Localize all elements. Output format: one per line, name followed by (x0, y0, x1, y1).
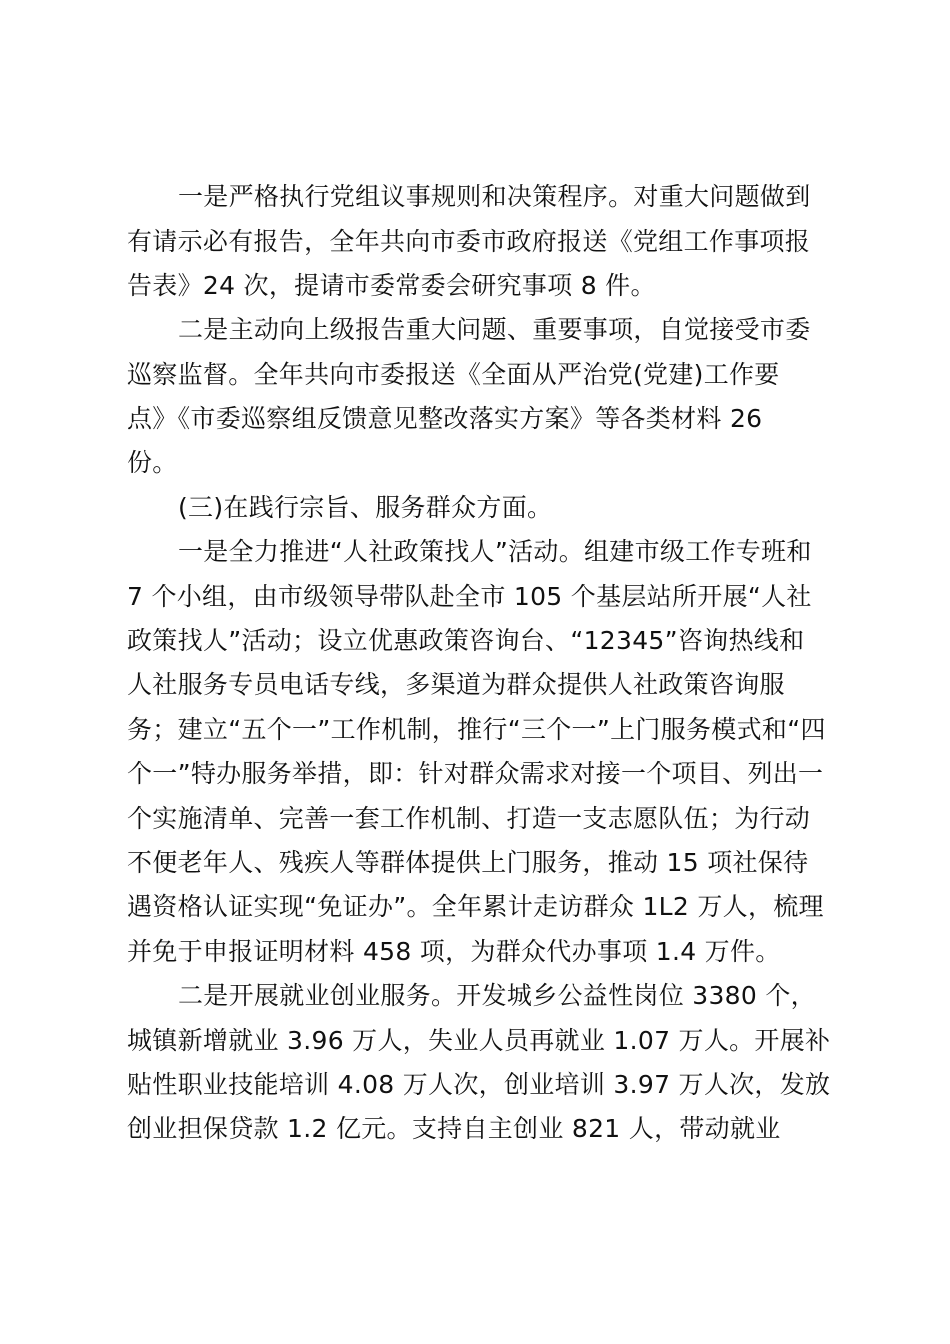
paragraph-line: 遇资格认证实现“免证办”。全年累计走访群众 1L2 万人，梳理 (127, 892, 824, 921)
paragraph-line: 务；建立“五个一”工作机制，推行“三个一”上门服务模式和“四 (127, 715, 826, 744)
paragraph-line: 巡察监督。全年共向市委报送《全面从严治党(党建)工作要 (127, 360, 780, 389)
section-heading: (三)在践行宗旨、服务群众方面。 (178, 493, 553, 522)
paragraph-line: 二是开展就业创业服务。开发城乡公益性岗位 3380 个， (178, 981, 816, 1010)
paragraph-line: 7 个小组，由市级领导带队赴全市 105 个基层站所开展“人社 (127, 582, 812, 611)
paragraph-line: 创业担保贷款 1.2 亿元。支持自主创业 821 人，带动就业 (127, 1114, 781, 1143)
paragraph-line: 告表》24 次，提请市委常委会研究事项 8 件。 (127, 271, 656, 300)
paragraph-line: 份。 (127, 448, 178, 477)
paragraph-line: 政策找人”活动；设立优惠政策咨询台、“12345”咨询热线和 (127, 626, 805, 655)
paragraph-line: 并免于申报证明材料 458 项，为群众代办事项 1.4 万件。 (127, 937, 781, 966)
paragraph-line: 二是主动向上级报告重大问题、重要事项，自觉接受市委 (178, 315, 811, 344)
paragraph-line: 不便老年人、残疾人等群体提供上门服务，推动 15 项社保待 (127, 848, 809, 877)
paragraph-line: 个一”特办服务举措，即：针对群众需求对接一个项目、列出一 (127, 759, 824, 788)
paragraph-line: 城镇新增就业 3.96 万人，失业人员再就业 1.07 万人。开展补 (127, 1026, 831, 1055)
paragraph-line: 一是全力推进“人社政策找人”活动。组建市级工作专班和 (178, 537, 812, 566)
paragraph-line: 有请示必有报告，全年共向市委市政府报送《党组工作事项报 (127, 227, 811, 256)
paragraph-line: 一是严格执行党组议事规则和决策程序。对重大问题做到 (178, 182, 811, 211)
paragraph-line: 贴性职业技能培训 4.08 万人次，创业培训 3.97 万人次，发放 (127, 1070, 831, 1099)
paragraph-line: 个实施清单、完善一套工作机制、打造一支志愿队伍；为行动 (127, 804, 811, 833)
paragraph-line: 点》《市委巡察组反馈意见整改落实方案》等各类材料 26 (127, 404, 763, 433)
paragraph-line: 人社服务专员电话专线，多渠道为群众提供人社政策咨询服 (127, 670, 785, 699)
